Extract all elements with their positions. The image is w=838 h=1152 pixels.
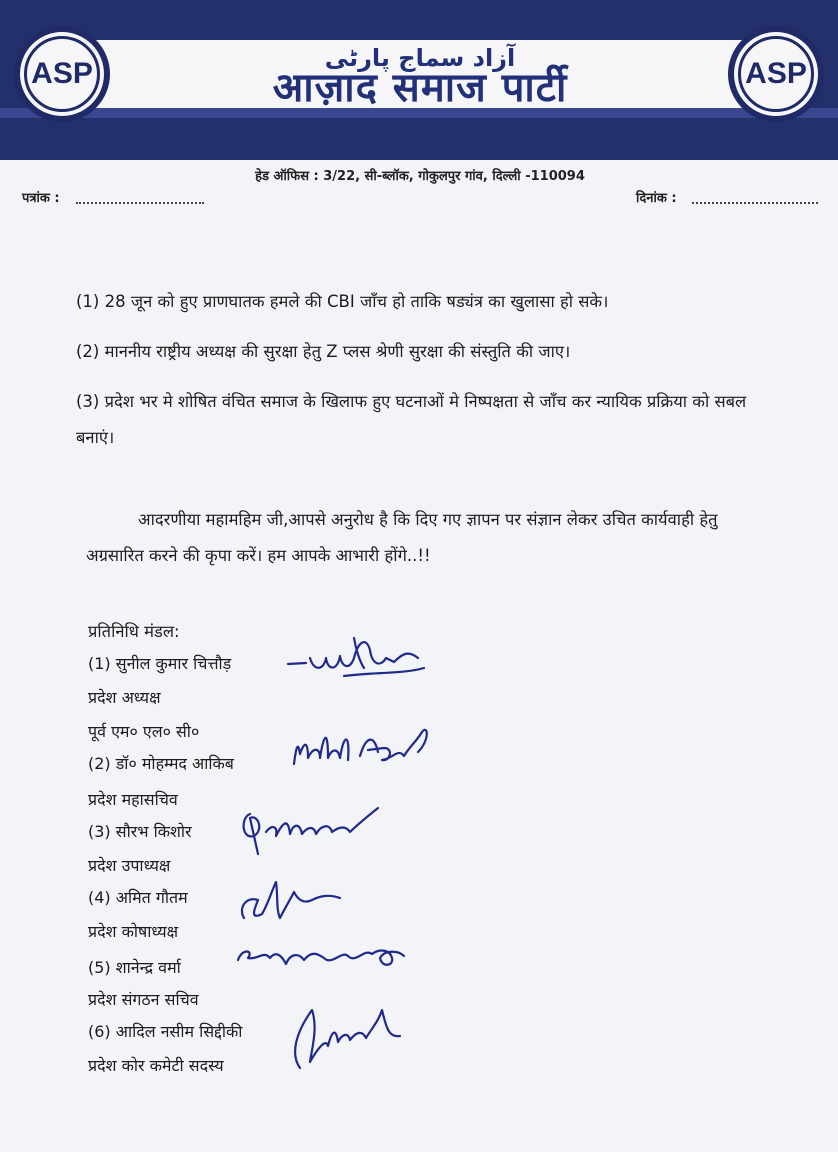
signature-5	[232, 936, 412, 980]
demand-2: (2) माननीय राष्ट्रीय अध्यक्ष की सुरक्षा हेतु Z प्लस श्रेणी सुरक्षा की संस्तुति की जाए।	[76, 342, 571, 361]
member-6-name: (6) आदिल नसीम सिद्दीकी	[88, 1022, 243, 1041]
demand-1: (1) 28 जून को हुए प्राणघातक हमले की CBI जाँच हो ताकि षड्यंत्र का खुलासा हो सके।	[76, 292, 609, 311]
signature-4	[234, 870, 354, 930]
logo-text: ASP	[24, 36, 100, 112]
reference-blank	[76, 192, 204, 204]
member-3-role: प्रदेश उपाध्यक्ष	[88, 856, 171, 875]
signature-2	[290, 712, 440, 782]
party-name-hindi: आज़ाद समाज पार्टी	[272, 65, 568, 111]
member-3-name: (3) सौरभ किशोर	[88, 822, 192, 841]
request-paragraph: आदरणीया महामहिम जी,आपसे अनुरोध है कि दिए गए ज्ञापन पर संज्ञान लेकर उचित कार्यवाही हेतु अग्रसारित करने की कृपा करें। हम आपके आभारी होंगे..!!	[86, 510, 718, 565]
demand-3: (3) प्रदेश भर मे शोषित वंचित समाज के खिलाफ हुए घटनाओं मे निष्पक्षता से जाँच कर न्यायिक प्रक्रिया को सबल बनाएं।	[76, 392, 747, 447]
member-4-name: (4) अमित गौतम	[88, 888, 188, 907]
member-1-role: प्रदेश अध्यक्ष	[88, 688, 161, 707]
date-blank	[692, 192, 818, 204]
signature-1	[284, 628, 444, 698]
reference-label: पत्रांक :	[22, 191, 60, 206]
signature-6	[282, 998, 412, 1076]
asp-logo-right	[728, 26, 824, 122]
member-1-former-role: पूर्व एम० एल० सी०	[88, 722, 200, 741]
signature-3	[236, 796, 386, 866]
asp-logo-left	[14, 26, 110, 122]
member-1-name: (1) सुनील कुमार चित्तौड़	[88, 654, 232, 673]
member-2-role: प्रदेश महासचिव	[88, 790, 178, 809]
member-2-name: (2) डॉ० मोहम्मद आकिब	[88, 754, 234, 773]
party-name-urdu: آزاد سماج پارٹی	[324, 44, 516, 72]
member-4-role: प्रदेश कोषाध्यक्ष	[88, 922, 179, 941]
member-5-name: (5) शानेन्द्र वर्मा	[88, 958, 181, 977]
member-5-role: प्रदेश संगठन सचिव	[88, 990, 199, 1009]
logo-text: ASP	[738, 36, 814, 112]
head-office-address: हेड ऑफिस : 3/22, सी-ब्लॉक, गोकुलपुर गांव, दिल्ली -110094	[255, 169, 585, 184]
delegation-heading: प्रतिनिधि मंडल:	[88, 622, 180, 641]
date-label: दिनांक :	[636, 191, 677, 206]
member-6-role: प्रदेश कोर कमेटी सदस्य	[88, 1056, 224, 1075]
